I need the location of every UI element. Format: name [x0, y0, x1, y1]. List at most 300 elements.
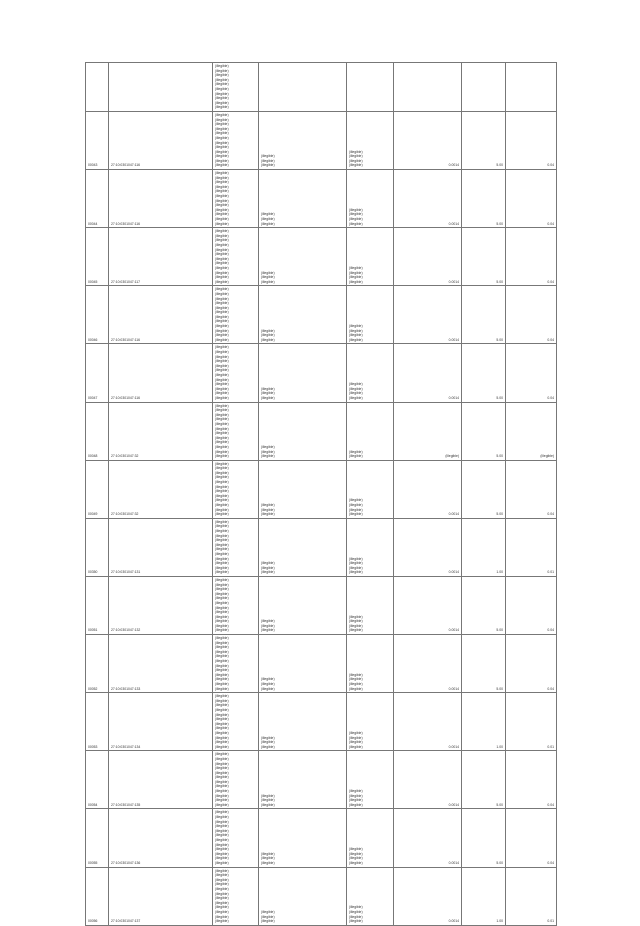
location-line: (illegible)	[215, 466, 229, 471]
purpose-line: (illegible)	[349, 324, 363, 329]
location-line: (illegible)	[215, 512, 229, 517]
table-row	[86, 286, 557, 344]
location-line: (illegible)	[215, 507, 229, 512]
description-cell	[259, 111, 347, 169]
location-line: (illegible)	[215, 449, 229, 454]
table-row	[86, 344, 557, 402]
purpose-line: (illegible)	[349, 905, 363, 910]
area-value: 0.0014	[394, 751, 462, 809]
purpose-cell	[347, 344, 394, 402]
purpose-line: (illegible)	[349, 672, 363, 677]
rate-value: 5.00	[462, 635, 506, 693]
table-row	[86, 635, 557, 693]
description-cell	[259, 635, 347, 693]
location-line: (illegible)	[215, 158, 229, 163]
amount-value: 0.04	[506, 576, 557, 634]
location-line: (illegible)	[215, 582, 229, 587]
location-line: (illegible)	[215, 682, 229, 686]
location-line: (illegible)	[215, 793, 229, 798]
location-line: (illegible)	[215, 886, 229, 891]
location-line: (illegible)	[215, 242, 229, 247]
register-page	[85, 62, 556, 924]
rate-value: 5.00	[462, 402, 506, 460]
location-line: (illegible)	[215, 775, 229, 780]
purpose-cell	[347, 460, 394, 518]
purpose-cell	[347, 402, 394, 460]
description-cell	[259, 576, 347, 634]
location-cell	[213, 402, 259, 460]
table-row	[86, 693, 557, 751]
location-line: (illegible)	[215, 856, 229, 861]
purpose-cell	[347, 111, 394, 169]
location-line: (illegible)	[215, 628, 229, 633]
rate-value: 5.00	[462, 460, 506, 518]
table-row	[86, 228, 557, 286]
continuation-location-line: (illegible)	[215, 105, 229, 110]
cadastral-number: 27:10:0301047:116	[109, 170, 213, 228]
description-line: (illegible)	[261, 740, 275, 745]
location-line: (illegible)	[215, 203, 229, 208]
location-line: (illegible)	[215, 328, 229, 333]
location-line: (illegible)	[215, 570, 229, 575]
location-line: (illegible)	[215, 233, 229, 238]
purpose-line: (illegible)	[349, 619, 363, 624]
purpose-line: (illegible)	[349, 207, 363, 212]
location-line: (illegible)	[215, 359, 229, 364]
table-row	[86, 751, 557, 809]
location-line: (illegible)	[215, 694, 229, 699]
location-line: (illegible)	[215, 726, 229, 731]
location-cell	[213, 286, 259, 344]
location-line: (illegible)	[215, 261, 229, 266]
table-row	[86, 867, 557, 925]
location-line: (illegible)	[215, 919, 229, 924]
row-number: 00051	[86, 576, 109, 634]
location-line: (illegible)	[215, 221, 229, 226]
row-number: 00053	[86, 693, 109, 751]
purpose-line: (illegible)	[349, 395, 363, 400]
location-line: (illegible)	[215, 489, 229, 494]
location-line: (illegible)	[215, 538, 229, 543]
location-line: (illegible)	[215, 252, 229, 257]
rate-value: 1.00	[462, 867, 506, 925]
location-line: (illegible)	[215, 319, 229, 324]
location-line: (illegible)	[215, 730, 229, 735]
location-line: (illegible)	[215, 140, 229, 145]
location-cell	[213, 867, 259, 925]
description-cell	[259, 170, 347, 228]
location-line: (illegible)	[215, 314, 229, 319]
description-line: (illegible)	[261, 217, 275, 221]
location-line: (illegible)	[215, 175, 229, 180]
continuation-cell	[259, 63, 347, 112]
location-line: (illegible)	[215, 247, 229, 252]
area-value: (illegible)	[394, 402, 462, 460]
location-line: (illegible)	[215, 154, 229, 159]
location-line: (illegible)	[215, 547, 229, 552]
description-line: (illegible)	[261, 270, 275, 275]
location-line: (illegible)	[215, 802, 229, 807]
continuation-cell	[109, 63, 213, 112]
amount-value: 0.04	[506, 809, 557, 867]
area-value: 0.0014	[394, 111, 462, 169]
purpose-line: (illegible)	[349, 789, 363, 794]
description-line: (illegible)	[261, 454, 275, 459]
location-line: (illegible)	[215, 163, 229, 168]
description-line: (illegible)	[261, 565, 275, 570]
cadastral-number: 27:10:0301047:117	[109, 228, 213, 286]
location-cell	[213, 576, 259, 634]
location-line: (illegible)	[215, 189, 229, 194]
purpose-line: (illegible)	[349, 856, 363, 861]
description-line: (illegible)	[261, 919, 275, 924]
location-line: (illegible)	[215, 735, 229, 740]
cadastral-number: 27:10:0301047:131	[109, 518, 213, 576]
cadastral-number: 27:10:0301047:133	[109, 635, 213, 693]
description-cell	[259, 460, 347, 518]
purpose-line: (illegible)	[349, 328, 363, 333]
purpose-line: (illegible)	[349, 498, 363, 503]
location-line: (illegible)	[215, 287, 229, 292]
description-line: (illegible)	[261, 507, 275, 512]
row-number: 00054	[86, 751, 109, 809]
location-line: (illegible)	[215, 810, 229, 815]
location-line: (illegible)	[215, 703, 229, 708]
purpose-cell	[347, 170, 394, 228]
area-value: 0.0014	[394, 576, 462, 634]
description-line: (illegible)	[261, 444, 275, 449]
continuation-cell	[86, 63, 109, 112]
description-cell	[259, 228, 347, 286]
location-line: (illegible)	[215, 184, 229, 189]
location-line: (illegible)	[215, 324, 229, 329]
purpose-line: (illegible)	[349, 217, 363, 221]
description-line: (illegible)	[261, 802, 275, 807]
location-line: (illegible)	[215, 354, 229, 359]
location-line: (illegible)	[215, 377, 229, 382]
rate-value: 5.00	[462, 228, 506, 286]
purpose-line: (illegible)	[349, 449, 363, 454]
description-line: (illegible)	[261, 512, 275, 517]
description-cell	[259, 518, 347, 576]
location-line: (illegible)	[215, 905, 229, 910]
location-line: (illegible)	[215, 668, 229, 673]
area-value: 0.0014	[394, 460, 462, 518]
location-line: (illegible)	[215, 350, 229, 355]
purpose-line: (illegible)	[349, 391, 363, 396]
location-line: (illegible)	[215, 556, 229, 561]
location-line: (illegible)	[215, 533, 229, 538]
purpose-line: (illegible)	[349, 265, 363, 270]
location-line: (illegible)	[215, 131, 229, 136]
purpose-line: (illegible)	[349, 909, 363, 914]
location-line: (illegible)	[215, 149, 229, 154]
description-cell	[259, 286, 347, 344]
purpose-cell	[347, 867, 394, 925]
location-line: (illegible)	[215, 229, 229, 234]
rate-value: 1.00	[462, 693, 506, 751]
continuation-location-line: (illegible)	[215, 64, 229, 68]
amount-value: 0.04	[506, 228, 557, 286]
location-cell	[213, 693, 259, 751]
purpose-line: (illegible)	[349, 507, 363, 512]
row-number: 00047	[86, 344, 109, 402]
location-line: (illegible)	[215, 503, 229, 508]
location-line: (illegible)	[215, 275, 229, 280]
amount-value: (illegible)	[506, 402, 557, 460]
amount-value: 0.04	[506, 111, 557, 169]
location-line: (illegible)	[215, 610, 229, 615]
location-cell	[213, 460, 259, 518]
row-number: 00046	[86, 286, 109, 344]
purpose-line: (illegible)	[349, 740, 363, 745]
location-line: (illegible)	[215, 305, 229, 310]
description-line: (illegible)	[261, 158, 275, 163]
location-line: (illegible)	[215, 256, 229, 261]
amount-value: 0.04	[506, 344, 557, 402]
location-cell	[213, 751, 259, 809]
purpose-line: (illegible)	[349, 744, 363, 749]
cadastral-number: 27:10:0301047:134	[109, 693, 213, 751]
purpose-line: (illegible)	[349, 454, 363, 459]
location-line: (illegible)	[215, 391, 229, 396]
description-cell	[259, 809, 347, 867]
purpose-line: (illegible)	[349, 333, 363, 338]
location-line: (illegible)	[215, 740, 229, 745]
location-line: (illegible)	[215, 587, 229, 592]
area-value: 0.0014	[394, 286, 462, 344]
location-line: (illegible)	[215, 454, 229, 459]
location-line: (illegible)	[215, 171, 229, 176]
location-line: (illegible)	[215, 815, 229, 820]
area-value: 0.0014	[394, 228, 462, 286]
description-cell	[259, 344, 347, 402]
location-cell	[213, 111, 259, 169]
purpose-line: (illegible)	[349, 279, 363, 284]
rate-value: 1.00	[462, 518, 506, 576]
rate-value: 5.00	[462, 751, 506, 809]
purpose-line: (illegible)	[349, 851, 363, 856]
purpose-line: (illegible)	[349, 919, 363, 924]
description-cell	[259, 402, 347, 460]
table-row	[86, 402, 557, 460]
location-line: (illegible)	[215, 122, 229, 127]
location-line: (illegible)	[215, 180, 229, 185]
description-line: (illegible)	[261, 677, 275, 682]
continuation-cell	[394, 63, 462, 112]
description-line: (illegible)	[261, 686, 275, 691]
description-line: (illegible)	[261, 212, 275, 217]
location-line: (illegible)	[215, 484, 229, 489]
location-line: (illegible)	[215, 752, 229, 757]
continuation-cell	[347, 63, 394, 112]
location-line: (illegible)	[215, 721, 229, 726]
purpose-line: (illegible)	[349, 270, 363, 275]
location-line: (illegible)	[215, 838, 229, 842]
description-line: (illegible)	[261, 503, 275, 508]
area-value: 0.0014	[394, 693, 462, 751]
purpose-line: (illegible)	[349, 730, 363, 735]
purpose-line: (illegible)	[349, 614, 363, 619]
location-line: (illegible)	[215, 891, 229, 896]
table-row	[86, 518, 557, 576]
location-line: (illegible)	[215, 382, 229, 387]
continuation-cell	[462, 63, 506, 112]
purpose-cell	[347, 751, 394, 809]
location-line: (illegible)	[215, 686, 229, 691]
purpose-line: (illegible)	[349, 163, 363, 168]
location-line: (illegible)	[215, 198, 229, 203]
location-line: (illegible)	[215, 279, 229, 284]
location-line: (illegible)	[215, 440, 229, 445]
purpose-line: (illegible)	[349, 556, 363, 561]
location-line: (illegible)	[215, 444, 229, 449]
amount-value: 0.04	[506, 635, 557, 693]
location-line: (illegible)	[215, 296, 229, 301]
location-line: (illegible)	[215, 659, 229, 664]
location-line: (illegible)	[215, 117, 229, 122]
cadastral-number: 27:10:0301047:136	[109, 809, 213, 867]
location-line: (illegible)	[215, 194, 229, 199]
location-line: (illegible)	[215, 766, 229, 771]
description-line: (illegible)	[261, 221, 275, 226]
location-line: (illegible)	[215, 145, 229, 150]
location-cell	[213, 518, 259, 576]
location-line: (illegible)	[215, 310, 229, 315]
description-line: (illegible)	[261, 798, 275, 803]
location-line: (illegible)	[215, 789, 229, 794]
area-value: 0.0014	[394, 344, 462, 402]
location-line: (illegible)	[215, 498, 229, 503]
rate-value: 5.00	[462, 111, 506, 169]
amount-value: 0.04	[506, 751, 557, 809]
location-line: (illegible)	[215, 619, 229, 624]
description-cell	[259, 751, 347, 809]
description-line: (illegible)	[261, 391, 275, 396]
location-line: (illegible)	[215, 717, 229, 722]
purpose-cell	[347, 635, 394, 693]
rate-value: 5.00	[462, 809, 506, 867]
location-line: (illegible)	[215, 238, 229, 243]
description-line: (illegible)	[261, 395, 275, 400]
continuation-row	[86, 63, 557, 112]
location-line: (illegible)	[215, 877, 229, 882]
purpose-line: (illegible)	[349, 158, 363, 163]
location-line: (illegible)	[215, 761, 229, 766]
purpose-line: (illegible)	[349, 798, 363, 803]
location-line: (illegible)	[215, 461, 229, 466]
amount-value: 0.01	[506, 693, 557, 751]
purpose-line: (illegible)	[349, 677, 363, 682]
purpose-line: (illegible)	[349, 382, 363, 387]
location-line: (illegible)	[215, 126, 229, 131]
location-line: (illegible)	[215, 851, 229, 856]
location-line: (illegible)	[215, 600, 229, 605]
location-line: (illegible)	[215, 333, 229, 338]
location-line: (illegible)	[215, 386, 229, 391]
purpose-line: (illegible)	[349, 212, 363, 217]
cadastral-number: 27:10:0301047:135	[109, 751, 213, 809]
location-line: (illegible)	[215, 551, 229, 556]
row-number: 00350	[86, 518, 109, 576]
description-line: (illegible)	[261, 386, 275, 391]
purpose-cell	[347, 576, 394, 634]
purpose-line: (illegible)	[349, 570, 363, 575]
location-line: (illegible)	[215, 828, 229, 833]
purpose-line: (illegible)	[349, 565, 363, 570]
register-table-body	[86, 63, 557, 926]
cadastral-number: 27:10:0301047:116	[109, 286, 213, 344]
description-line: (illegible)	[261, 623, 275, 628]
row-number: 00043	[86, 111, 109, 169]
purpose-line: (illegible)	[349, 682, 363, 686]
location-line: (illegible)	[215, 368, 229, 373]
location-line: (illegible)	[215, 605, 229, 610]
location-line: (illegible)	[215, 707, 229, 712]
location-cell	[213, 344, 259, 402]
location-line: (illegible)	[215, 591, 229, 596]
description-line: (illegible)	[261, 328, 275, 333]
continuation-cell	[213, 63, 259, 112]
location-line: (illegible)	[215, 698, 229, 703]
location-line: (illegible)	[215, 744, 229, 749]
description-line: (illegible)	[261, 449, 275, 454]
location-line: (illegible)	[215, 914, 229, 919]
cadastral-number: 27:10:0301047:116	[109, 111, 213, 169]
description-line: (illegible)	[261, 619, 275, 624]
location-line: (illegible)	[215, 217, 229, 221]
location-line: (illegible)	[215, 475, 229, 480]
location-line: (illegible)	[215, 623, 229, 628]
continuation-cell	[506, 63, 557, 112]
continuation-location-line: (illegible)	[215, 68, 229, 73]
rate-value: 5.00	[462, 576, 506, 634]
location-line: (illegible)	[215, 561, 229, 566]
purpose-line: (illegible)	[349, 802, 363, 807]
purpose-line: (illegible)	[349, 847, 363, 852]
purpose-line: (illegible)	[349, 275, 363, 280]
location-line: (illegible)	[215, 529, 229, 533]
description-line: (illegible)	[261, 851, 275, 856]
location-line: (illegible)	[215, 909, 229, 914]
row-number: 00049	[86, 460, 109, 518]
continuation-location-line: (illegible)	[215, 100, 229, 105]
location-line: (illegible)	[215, 577, 229, 582]
location-line: (illegible)	[215, 337, 229, 342]
area-value: 0.0014	[394, 170, 462, 228]
purpose-cell	[347, 228, 394, 286]
location-line: (illegible)	[215, 882, 229, 887]
row-number: 00055	[86, 809, 109, 867]
area-value: 0.0014	[394, 518, 462, 576]
location-line: (illegible)	[215, 819, 229, 824]
location-line: (illegible)	[215, 408, 229, 413]
purpose-line: (illegible)	[349, 628, 363, 633]
continuation-location-line: (illegible)	[215, 77, 229, 82]
purpose-line: (illegible)	[349, 221, 363, 226]
description-line: (illegible)	[261, 337, 275, 342]
table-row	[86, 576, 557, 634]
location-line: (illegible)	[215, 412, 229, 417]
table-row	[86, 111, 557, 169]
cadastral-number: 27:10:0301047:137	[109, 867, 213, 925]
table-row	[86, 170, 557, 228]
location-line: (illegible)	[215, 784, 229, 789]
description-line: (illegible)	[261, 914, 275, 919]
description-line: (illegible)	[261, 628, 275, 633]
location-line: (illegible)	[215, 896, 229, 901]
location-line: (illegible)	[215, 270, 229, 275]
